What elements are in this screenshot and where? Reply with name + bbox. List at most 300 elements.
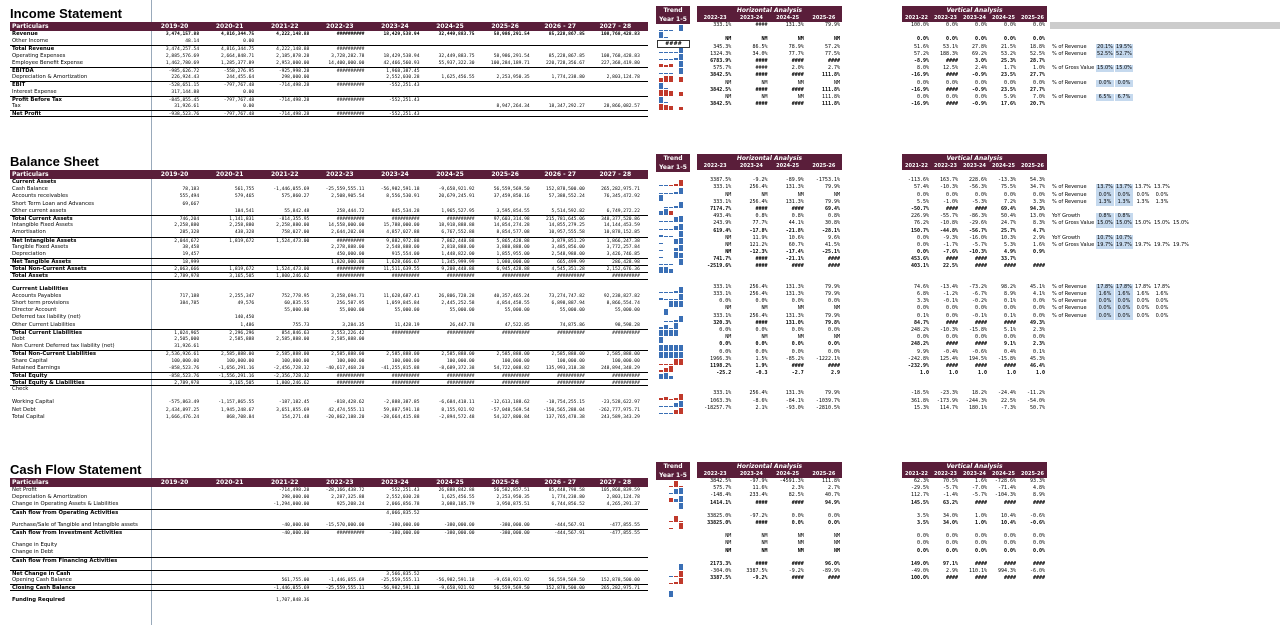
note-value[interactable]: 0.0% [1115, 80, 1133, 87]
row-value [533, 314, 588, 321]
note-value[interactable]: 17.8% [1154, 283, 1170, 290]
note-value[interactable]: 10.7% [1116, 234, 1132, 241]
note-value[interactable]: 19.5% [1116, 43, 1132, 50]
note-label: % of Gross Value [1052, 65, 1095, 72]
vertical-value [989, 29, 1018, 36]
vertical-value: 10.4% [1000, 512, 1016, 519]
trend-bar [679, 224, 683, 230]
row-value [367, 597, 422, 604]
header-year: 2022-23 [326, 23, 354, 30]
note-value[interactable]: 17.8% [1135, 283, 1151, 290]
vertical-value [960, 170, 989, 177]
horizontal-value: 111.8% [821, 101, 840, 108]
trend-bar [679, 488, 683, 494]
horizontal-value: 3387.5% [710, 177, 732, 184]
note-value[interactable]: 0.0% [1155, 305, 1169, 312]
horizontal-value: NM [725, 547, 732, 554]
vertical-value: 0.0% [974, 36, 987, 43]
vertical-value: 0.1% [1003, 298, 1016, 305]
trend-sparkline [656, 480, 690, 487]
horizontal-value: 741.7% [713, 256, 732, 263]
row-label: Total Equity & Liabilities [12, 380, 85, 386]
table-row [10, 96, 648, 103]
note-value[interactable]: 0.0% [1155, 191, 1169, 198]
header-year: 2020-21 [215, 171, 244, 178]
note-value[interactable]: 0.8% [1115, 213, 1133, 220]
note-value[interactable]: 0.0% [1096, 192, 1114, 199]
note-value[interactable]: 19.7% [1116, 241, 1132, 248]
row-value: 108,768,428.83 [601, 53, 640, 59]
vertical-value [931, 588, 960, 595]
row-value: 97,603,314.98 [493, 216, 530, 222]
horizontal-value: #### [755, 263, 768, 270]
vertical-value: 33.7% [1000, 256, 1016, 263]
horizontal-value: #### [755, 499, 768, 506]
note-value[interactable]: 15.0% [1097, 65, 1113, 72]
row-value: ########## [446, 274, 475, 279]
row-value [478, 549, 533, 556]
table-row [10, 372, 648, 379]
horizontal-value: NM [761, 533, 768, 540]
row-value: 2,548,888.00 [386, 244, 420, 250]
vertical-value: 149.0% [910, 560, 929, 567]
note-label: YoY Growth [1052, 234, 1081, 241]
vertical-value: 5.5% [916, 198, 929, 205]
vertical-value: 4.7% [1032, 227, 1045, 234]
row-value: 2,548,988.00 [551, 251, 585, 257]
note-value[interactable]: 15.0% [1173, 220, 1189, 227]
note-value[interactable]: 0.0% [1096, 298, 1114, 305]
horizontal-row [697, 548, 842, 555]
horizontal-value [806, 277, 842, 284]
table-row [10, 307, 648, 314]
horizontal-value: 0.0% [791, 298, 804, 305]
vertical-value: 8.9% [1003, 291, 1016, 297]
vertical-value: 1.0% [974, 519, 987, 526]
trend-sparkline [656, 542, 690, 549]
vertical-value: #### [1032, 560, 1045, 567]
horizontal-year: 2023-24 [739, 163, 763, 169]
horizontal-row [697, 540, 842, 547]
horizontal-value: 0.0% [827, 326, 840, 333]
vertical-value: #### [1003, 575, 1016, 582]
vertical-row [902, 588, 1047, 595]
note-value[interactable]: 0.0% [1096, 305, 1114, 312]
trend-bar [679, 521, 683, 522]
vertical-value: 53.2% [1000, 50, 1016, 57]
trend-bar [664, 292, 668, 293]
vertical-value [989, 170, 1018, 177]
row-value: -1,446,055.69 [273, 187, 310, 193]
note-value[interactable]: 13.7% [1154, 184, 1170, 191]
trend-bar [669, 185, 673, 186]
row-label: Cash flow from Operating Activities [12, 509, 119, 516]
vertical-value: 0.1% [1003, 312, 1016, 319]
vertical-value: -728.6% [994, 478, 1016, 484]
row-value: 3,728,282.78 [331, 53, 365, 59]
trend-sparkline [656, 487, 690, 494]
trend-bar [679, 486, 683, 487]
row-value [588, 89, 643, 96]
row-value [533, 89, 588, 96]
horizontal-value: -4591.3% [779, 478, 804, 484]
vertical-value: 2.9% [945, 567, 958, 574]
horizontal-value [733, 29, 769, 36]
note-label: % of Revenue [1052, 43, 1087, 50]
vertical-value: 0.0% [1032, 334, 1045, 341]
note-row [1050, 36, 1282, 43]
row-value: 152,878,500.00 [546, 586, 585, 591]
header-year: 2020-21 [215, 479, 244, 486]
note-value[interactable]: 6.5% [1096, 94, 1114, 101]
note-value[interactable]: 19.7% [1135, 241, 1151, 248]
row-value [312, 179, 367, 186]
row-value [533, 549, 588, 556]
vertical-value: 94.3% [1029, 205, 1045, 212]
note-value[interactable]: 6.7% [1115, 94, 1133, 101]
note-value[interactable]: 0.0% [1096, 313, 1114, 320]
trend-bar [664, 88, 668, 89]
vertical-value: 3.0% [974, 57, 987, 64]
row-value: ########## [446, 330, 475, 336]
note-row [1050, 44, 1282, 51]
horizontal-value: NM [725, 334, 732, 341]
vertical-value: 13.0% [1029, 213, 1045, 220]
note-value[interactable]: 0.0% [1136, 298, 1150, 305]
selected-cell[interactable]: #### [657, 40, 690, 48]
row-value: 9,882,972.88 [386, 238, 420, 244]
horizontal-row [697, 192, 842, 199]
note-value[interactable]: 1.3% [1096, 199, 1114, 206]
note-value[interactable]: 0.0% [1115, 298, 1133, 305]
note-value[interactable]: 0.8% [1096, 213, 1114, 220]
row-value: 11,628,687.41 [383, 293, 420, 299]
table-row [10, 564, 648, 570]
row-value: 6,945,428.88 [496, 267, 530, 273]
note-value[interactable]: 1.3% [1155, 198, 1169, 205]
horizontal-value: #### [755, 65, 768, 72]
row-value: 2,255,347 [229, 293, 255, 299]
row-value [367, 314, 422, 321]
trend-bar [659, 267, 663, 272]
row-value [367, 542, 422, 549]
note-value[interactable]: 10.7% [1097, 234, 1113, 241]
note-value[interactable]: 0.0% [1136, 191, 1150, 198]
note-label: % of Revenue [1052, 298, 1087, 305]
horizontal-value: #### [827, 263, 840, 270]
row-value: 8,556,530.91 [386, 194, 420, 200]
vertical-row [902, 228, 1047, 235]
vertical-value: 62.3% [913, 478, 929, 484]
row-value: 3,284.35 [342, 322, 365, 328]
vertical-value: -0.6% [1029, 519, 1045, 526]
horizontal-value [733, 588, 769, 595]
row-value: 1,486 [240, 322, 255, 328]
vertical-value: 0.0% [974, 540, 987, 547]
row-label: Other Income [12, 38, 49, 45]
row-value: -150,565,288.04 [543, 407, 585, 413]
table-row [10, 414, 648, 421]
horizontal-value: 243.9% [713, 220, 732, 227]
trend-sparkline [656, 400, 690, 407]
row-value: 40,357,465.24 [493, 293, 530, 299]
table-row [10, 222, 648, 229]
vertical-value: #### [1003, 499, 1016, 506]
note-value[interactable]: 1.6% [1155, 291, 1169, 297]
horizontal-value: #### [755, 205, 768, 212]
horizontal-value: -25.2 [716, 370, 732, 377]
row-value [588, 179, 643, 186]
horizontal-value: 131.0% [785, 319, 804, 326]
note-value[interactable]: 20.1% [1097, 43, 1113, 50]
row-value: 3,088,185.79 [441, 502, 475, 508]
vertical-row [902, 29, 1047, 36]
horizontal-value: NM [833, 79, 840, 86]
row-value: 55,000.00 [449, 308, 475, 314]
note-value[interactable]: 19.7% [1154, 241, 1170, 248]
vertical-row [902, 341, 1047, 348]
income-section [10, 6, 122, 22]
row-value [147, 487, 202, 494]
trend-bar [674, 184, 678, 187]
vertical-value [960, 29, 989, 36]
note-value[interactable]: 17.8% [1116, 283, 1132, 290]
note-value[interactable]: 13.7% [1097, 184, 1113, 191]
note-value[interactable]: 0.0% [1155, 298, 1169, 305]
note-value[interactable]: 13.7% [1135, 184, 1151, 191]
row-value: 243,589,343.29 [601, 414, 640, 420]
note-value[interactable]: 19.7% [1173, 241, 1189, 248]
horizontal-value: NM [761, 79, 768, 86]
note-value[interactable]: 52.7% [1116, 50, 1132, 57]
vertical-value: 0.0% [945, 334, 958, 341]
note-value[interactable]: 0.0% [1155, 312, 1169, 319]
row-value: 2,287,325.88 [331, 495, 365, 501]
vertical-value: 2.9% [1032, 234, 1045, 241]
vertical-value: -5.3% [971, 198, 987, 205]
row-value: 868,708.84 [226, 414, 255, 420]
trend-sparkline [656, 286, 690, 293]
horizontal-value: -304.0% [710, 567, 732, 574]
note-row [1050, 356, 1282, 363]
note-value[interactable]: 17.8% [1097, 283, 1113, 290]
row-value: ########## [336, 381, 365, 386]
vertical-year: 2025-26 [1021, 471, 1044, 477]
vertical-value: -16.9% [910, 72, 929, 79]
vertical-value: 63.2% [942, 499, 958, 506]
row-value: ########## [391, 330, 420, 336]
trend-sparkline [656, 392, 690, 399]
note-value[interactable]: 15.0% [1116, 65, 1132, 72]
vertical-value: 4.9% [1003, 249, 1016, 256]
horizontal-value: 131.3% [785, 184, 804, 191]
row-value: 2,585,888.00 [276, 352, 310, 358]
vertical-value: -0.9% [971, 86, 987, 93]
vertical-value: 1.0 [977, 370, 987, 377]
trend-bar [664, 413, 668, 414]
horizontal-row [697, 485, 842, 492]
row-value: 1,707,848.36 [276, 598, 310, 604]
trend-sparkline [656, 563, 690, 570]
vertical-value: 25.7% [1000, 227, 1016, 234]
vertical-value: 112.7% [910, 492, 929, 499]
row-value: 98,598.28 [614, 322, 640, 328]
horizontal-row [697, 213, 842, 220]
row-value: 55,000.00 [504, 308, 530, 314]
row-value: 1,524,473.00 [276, 267, 310, 273]
trend-sparkline [656, 60, 690, 67]
note-value[interactable]: 1.6% [1136, 291, 1150, 297]
horizontal-row [697, 228, 842, 235]
horizontal-row [697, 256, 842, 263]
horizontal-value: -21.1% [785, 256, 804, 263]
note-value[interactable]: 0.0% [1096, 80, 1114, 87]
row-value [257, 251, 312, 258]
note-value[interactable]: 19.7% [1097, 241, 1113, 248]
note-value[interactable]: 15.0% [1135, 220, 1151, 227]
row-value [202, 386, 257, 393]
row-value: 2,253,950.35 [496, 75, 530, 81]
note-value[interactable]: 0.0% [1115, 305, 1133, 312]
header-year: 2027 - 28 [599, 23, 632, 30]
trend-bar [664, 76, 668, 82]
vertical-value: 0.0% [974, 79, 987, 86]
trend-sparkline [656, 222, 690, 229]
row-value [202, 343, 257, 350]
note-value[interactable]: 15.0% [1116, 220, 1132, 227]
row-label: Net Debt [12, 406, 36, 413]
row-value [202, 201, 257, 208]
horizontal-value: 0.0% [755, 298, 768, 305]
note-value[interactable]: 0.0% [1136, 312, 1150, 319]
row-value [202, 487, 257, 494]
vertical-value: 228.6% [968, 177, 987, 184]
vertical-row [902, 65, 1047, 72]
vertical-value [960, 588, 989, 595]
vertical-value: 0.0% [916, 191, 929, 198]
note-value[interactable]: 1.3% [1115, 199, 1133, 206]
trend-bar [674, 330, 678, 336]
row-value [312, 314, 367, 321]
row-value: 92,238,827.82 [603, 293, 640, 299]
note-value[interactable]: 1.6% [1115, 291, 1133, 298]
row-value: -814,355.95 [278, 216, 310, 222]
vertical-value: 0.0% [916, 79, 929, 86]
row-label: Profit Before Tax [12, 96, 62, 103]
trend-bar [659, 345, 663, 351]
trend-bar [659, 327, 663, 329]
trend-bar [664, 209, 668, 215]
trend-bar [674, 516, 678, 522]
horizontal-value: 333.1% [713, 198, 732, 205]
row-value: 1,462,780.69 [165, 60, 200, 66]
horizontal-value [770, 170, 806, 177]
note-value[interactable]: 1.6% [1096, 291, 1114, 298]
horizontal-value: 333.1% [713, 312, 732, 319]
row-value: ########## [391, 216, 420, 222]
row-value: 1,855,955.00 [496, 251, 530, 257]
vertical-value: 23.5% [1000, 86, 1016, 93]
horizontal-value: -97.2% [749, 512, 768, 519]
note-value[interactable]: 0.0% [1115, 192, 1133, 199]
row-value: ########## [612, 274, 640, 279]
horizontal-row [697, 72, 842, 79]
note-row [1050, 305, 1282, 312]
row-value: 6,767,552.88 [441, 230, 475, 236]
table-row [10, 386, 648, 393]
vertical-row [902, 305, 1047, 312]
horizontal-value: 256.4% [749, 312, 768, 319]
row-value: 1,285,377.89 [220, 60, 255, 66]
horizontal-row [697, 206, 842, 213]
horizontal-value: 6783.9% [710, 57, 732, 64]
row-value [202, 549, 257, 556]
trend-bar [674, 206, 678, 208]
horizontal-years [697, 163, 842, 170]
note-value[interactable]: 15.0% [1154, 220, 1170, 227]
vertical-value [902, 170, 931, 177]
note-label: % of Revenue [1052, 50, 1087, 57]
vertical-value: 0.0% [916, 249, 929, 256]
row-value: 18,429,538.94 [383, 53, 420, 59]
vertical-value: -10.3% [939, 184, 958, 191]
vertical-value: #### [974, 362, 987, 369]
horizontal-value: 7174.7% [710, 205, 732, 212]
row-label: Total Current Liabilities [12, 329, 83, 336]
note-value[interactable]: 15.0% [1097, 220, 1113, 227]
row-value [422, 386, 477, 393]
horizontal-value: 2.7% [827, 485, 840, 492]
horizontal-value: 79.9% [824, 184, 840, 191]
note-value[interactable]: 0.0% [1115, 313, 1133, 320]
row-label: Opening Cash Balance [12, 576, 72, 583]
note-value[interactable]: 1.3% [1136, 198, 1150, 205]
row-value [202, 522, 257, 529]
trend-sparkline [656, 379, 690, 386]
horizontal-value: -18257.7% [704, 404, 732, 411]
horizontal-value: 2.1% [755, 404, 768, 411]
vertical-value: 0.0% [1003, 547, 1016, 554]
note-value[interactable]: 13.7% [1116, 184, 1132, 191]
note-value[interactable]: 52.5% [1097, 50, 1113, 57]
row-value: 100,000.00 [557, 358, 585, 364]
row-value: -187,182.45 [278, 400, 310, 406]
row-value [312, 542, 367, 549]
row-label: Revenue [12, 31, 38, 37]
vertical-value: -44.8% [939, 227, 958, 234]
note-value[interactable]: 0.0% [1136, 305, 1150, 312]
row-value: 100,000.00 [446, 358, 475, 364]
vertical-value: 28.7% [1029, 57, 1045, 64]
row-value: 10,878,152.85 [603, 230, 640, 236]
horizontal-value: 0.0% [719, 326, 732, 333]
vertical-row [902, 277, 1047, 284]
horizontal-value: NM [797, 191, 804, 198]
row-value [478, 314, 533, 321]
note-row [1050, 298, 1282, 305]
row-value: 74,875.86 [559, 322, 585, 328]
row-label: Amortisation [12, 229, 46, 236]
trend-bar [674, 248, 678, 251]
vertical-value: 10.4% [1000, 519, 1016, 526]
horizontal-row [697, 377, 842, 384]
trend-bar [669, 211, 673, 215]
row-value: 6,744,856.52 [551, 502, 585, 508]
row-value: 2,818,888.00 [441, 244, 475, 250]
horizontal-value: 0.0% [827, 341, 840, 348]
horizontal-value: NM [797, 305, 804, 312]
row-value: 1,774,238.80 [551, 75, 585, 81]
